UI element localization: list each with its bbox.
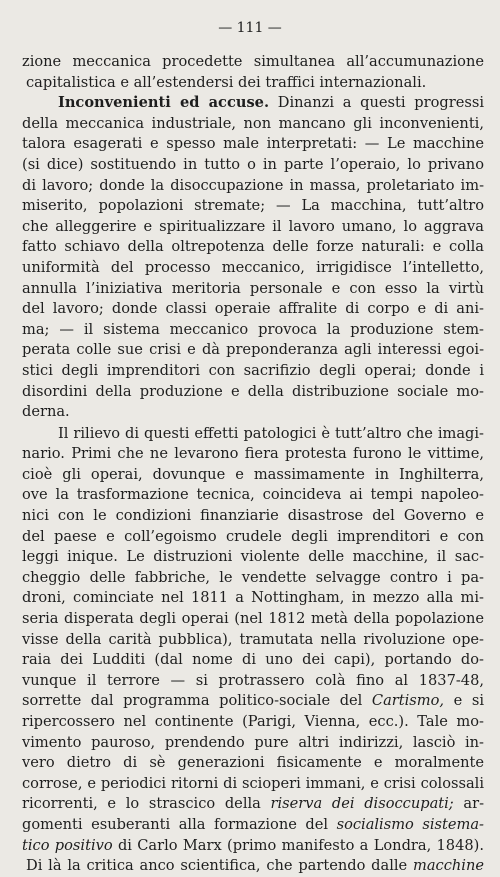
text-segment: uniformità del processo meccanico, irrigidisce l’intelletto, <box>22 258 484 276</box>
text-line <box>22 237 484 258</box>
section-heading: Inconvenienti ed accuse. <box>58 94 270 112</box>
text-line <box>22 774 484 795</box>
text-line <box>22 794 484 815</box>
text-segment: droni, cominciate nel 1811 a Nottingham, in mezzo alla mi- <box>22 589 484 607</box>
text-line <box>22 114 484 135</box>
text-segment: stici degli imprenditori con sacrifizio degli operai; donde i <box>22 361 484 379</box>
text-line <box>22 424 484 445</box>
text-line <box>22 465 484 486</box>
text-segment: che alleggerire e spiritualizzare il lavoro umano, lo aggrava <box>22 217 484 235</box>
text-segment: disordini della produzione e della distribuzione sociale mo- <box>22 382 484 400</box>
text-line <box>22 568 484 589</box>
text-segment: vero dietro di sè generazioni fisicamente e moralmente <box>22 754 484 772</box>
text-line <box>22 547 484 568</box>
text-line <box>22 733 484 754</box>
text-segment: (si dice) sostituendo in tutto o in parte l’operaio, lo privano <box>22 155 484 173</box>
text-line <box>22 299 484 320</box>
text-segment: vunque il terrore — si protrassero colà fino al 1837-48, <box>22 671 484 689</box>
text-line <box>22 340 484 361</box>
text-line <box>22 650 484 671</box>
text-segment: ripercossero nel continente (Parigi, Vienna, ecc.). Tale mo- <box>22 713 484 730</box>
text-line <box>22 671 484 692</box>
text-segment: seria disperata degli operai (nel 1812 metà della popolazione <box>22 610 484 628</box>
italic-term: macchine <box>413 857 484 875</box>
text-line <box>22 361 484 382</box>
text-line <box>22 609 484 630</box>
text-segment: di Carlo Marx (primo manifesto a Londra, 1848). <box>112 836 484 854</box>
text-segment: zione meccanica procedette simultanea all’accumunazione <box>22 53 484 70</box>
text-line <box>22 217 484 238</box>
text-segment: vimento pauroso, prendendo pure altri indirizzi, lasciò in- <box>22 733 484 751</box>
text-segment: ove la trasformazione tecnica, coincideva ai tempi napoleo- <box>22 486 484 504</box>
text-segment: fatto schiavo della oltrepotenza delle forze naturali: e colla <box>22 238 484 256</box>
text-segment: sorrette dal programma politico-sociale del <box>22 692 372 710</box>
text-line <box>22 856 484 877</box>
text-segment: capitalistica e all’estendersi dei traffici internazionali. <box>26 73 427 91</box>
text-segment: annulla l’iniziativa meritoria personale e con esso la virtù <box>22 279 484 297</box>
text-segment: Il rilievo di questi effetti patologici è tutt’altro che imagi- <box>58 424 484 442</box>
text-line <box>22 258 484 279</box>
text-line <box>22 485 484 506</box>
text-segment: del lavoro; donde classi operaie affralite di corpo e di ani- <box>22 300 484 318</box>
text-line <box>22 444 484 465</box>
italic-term: riserva dei disoccupati; <box>270 795 454 813</box>
text-line <box>22 196 484 217</box>
text-segment: ma; — il sistema meccanico provoca la produzione stem- <box>22 320 484 338</box>
text-segment: talora esagerati e spesso male interpretati: — Le macchine <box>22 135 484 153</box>
italic-term: socialismo sistema- <box>336 815 484 833</box>
text-line <box>22 279 484 300</box>
text-line <box>22 93 484 114</box>
text-segment: ar- <box>453 795 485 813</box>
text-segment: Dinanzi a questi progressi <box>269 94 484 112</box>
text-segment: di lavoro; donde la disoccupazione in massa, proletariato im- <box>22 176 484 194</box>
text-line <box>22 506 484 527</box>
text-line <box>22 527 484 548</box>
text-line <box>22 588 484 609</box>
page-number: — 111 — <box>218 20 282 36</box>
text-segment: raia dei Ludditi (dal nome di uno dei capi), portando do- <box>22 651 484 669</box>
text-segment: nario. Primi che ne levarono fiera protesta furono le vittime, <box>22 445 484 463</box>
body-text <box>22 52 484 877</box>
text-segment: gomenti esuberanti alla formazione del <box>22 815 337 833</box>
text-segment: Di là la critica anco scientifica, che partendo dalle <box>26 857 413 875</box>
text-segment: cioè gli operai, dovunque e massimamente in Inghilterra, <box>22 465 484 483</box>
text-line <box>22 712 484 733</box>
text-segment: cheggio delle fabbriche, le vendette selvagge contro i pa- <box>22 568 484 586</box>
text-segment: della meccanica industriale, non mancano gli inconvenienti, <box>22 114 484 132</box>
text-segment: derna. <box>22 403 70 421</box>
text-line <box>22 382 484 403</box>
text-segment: perata colle sue crisi e dà preponderanza agli interessi egoi- <box>22 341 484 359</box>
text-segment: miserito, popolazioni stremate; — La macchina, tutt’altro <box>22 197 484 215</box>
text-line <box>22 691 484 712</box>
text-segment: leggi inique. Le distruzioni violente delle macchine, il sac- <box>22 548 484 566</box>
text-line <box>22 402 484 423</box>
text-line <box>22 176 484 197</box>
text-segment: e si <box>444 692 484 710</box>
text-segment: visse della carità pubblica), tramutata nella rivoluzione ope- <box>22 630 484 648</box>
text-segment: ricorrenti, e lo strascico della <box>22 795 271 813</box>
text-line <box>22 134 484 155</box>
italic-term: tico positivo <box>22 836 113 854</box>
text-line <box>22 73 484 94</box>
text-line <box>22 320 484 341</box>
text-segment: del paese e coll’egoismo crudele degli imprenditori e con <box>22 527 484 545</box>
italic-term: Cartismo, <box>371 692 445 710</box>
text-line <box>22 753 484 774</box>
text-segment: nici con le condizioni finanziarie disastrose del Governo e <box>22 507 484 525</box>
text-line <box>22 630 484 651</box>
text-line <box>22 155 484 176</box>
text-segment: corrose, e periodici ritorni di scioperi immani, e crisi colossali <box>22 774 484 792</box>
text-line <box>22 815 484 836</box>
text-line <box>22 836 484 857</box>
text-line <box>22 52 484 73</box>
